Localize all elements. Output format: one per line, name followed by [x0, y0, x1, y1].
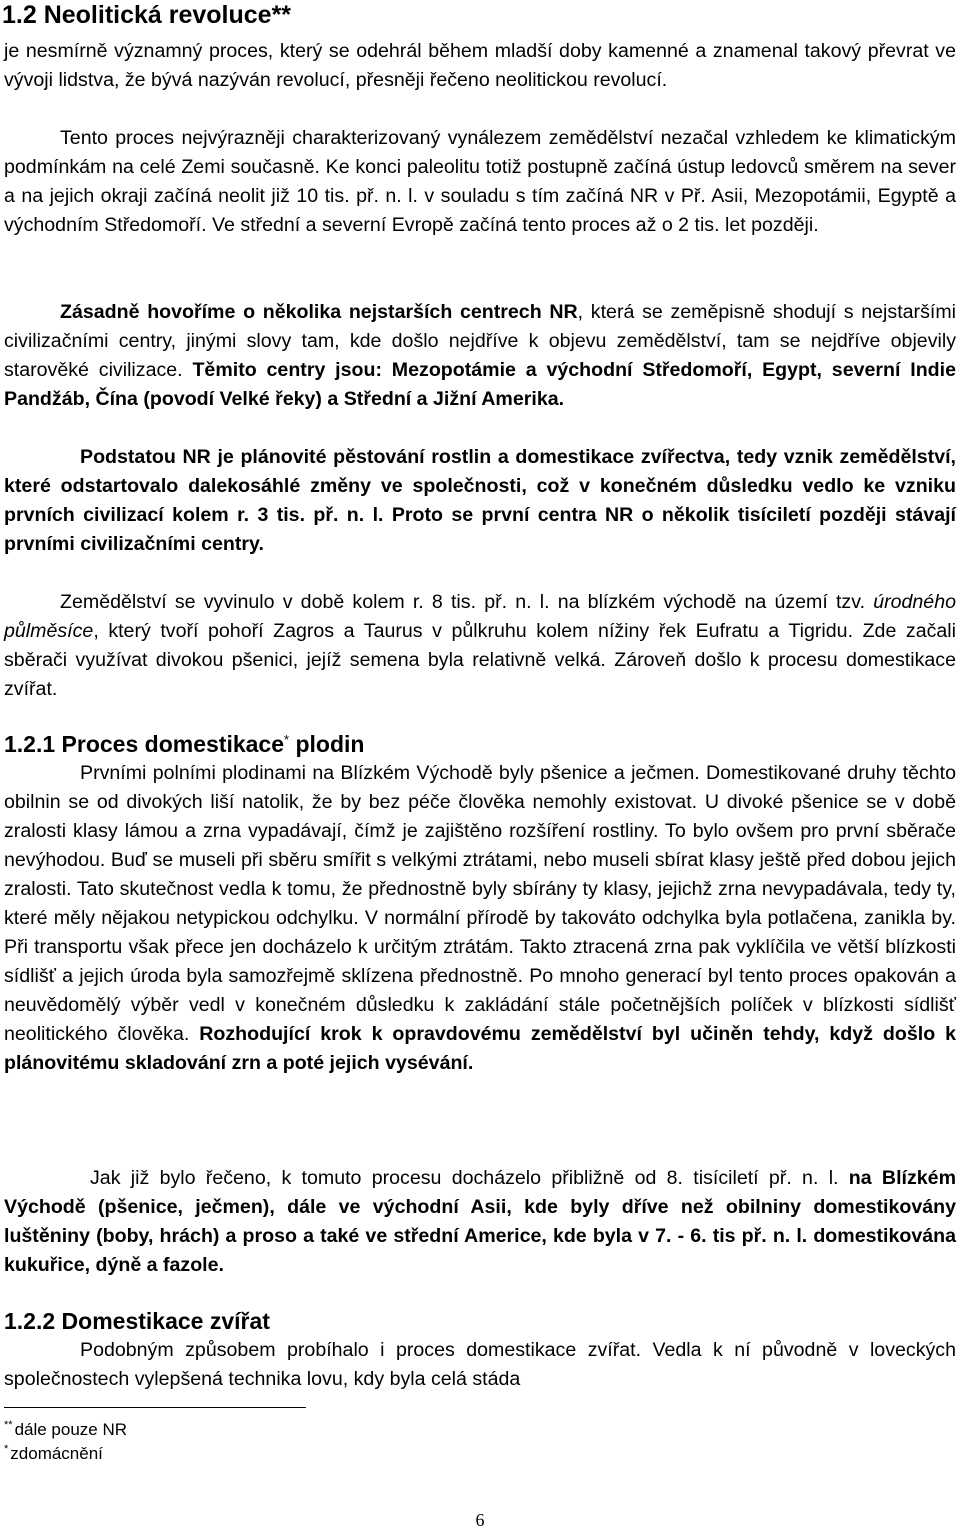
- centers-bold-list: Těmito centry jsou: Mezopotámie a východní Středomoří, Egypt, severní Indie Pandžáb, Čína (povodí Velké řeky) a Střední a Jižní Amerika.: [4, 359, 956, 410]
- footnote-1: [4, 1419, 127, 1441]
- footnote-ref-star: *: [284, 732, 290, 747]
- centers-text: , která se zeměpisně shodují s nejstaršími civilizačními centry, jinými slovy tam, kde došlo nejdříve k objevu zemědělství, tam se nejdříve objevily starověké civilizace.: [4, 301, 956, 381]
- paragraph-animals: [4, 1336, 956, 1394]
- paragraph-process-text: Tento proces nejvýrazněji charakterizovaný vynálezem zemědělství nezačal vzhledem ke klimatickým podmínkám na celé Zemi současně. Ke konci paleolitu totiž postupně začíná ústup ledovců směrem na sever a na jejich okraji začíná neolit již 10 tis. př. n. l. v souladu s tím začíná NR v Př. Asii, Mezopotámii, Egyptě a východním Středomoří. Ve střední a severní Evropě začíná tento proces až o 2 tis. let později.: [4, 127, 956, 236]
- footnote-2-text: zdomácnění: [10, 1444, 103, 1463]
- paragraph-intro-text: je nesmírně významný proces, který se odehrál během mladší doby kamenné a znamenal takový převrat ve vývoji lidstva, že bývá nazýván revolucí, přesněji řečeno neolitickou revolucí.: [4, 40, 956, 91]
- domestication-plants-text: Prvními polními plodinami na Blízkém Východě byly pšenice a ječmen. Domestikované druhy těchto obilnin se od divokých liší natolik, že by bez péče člověka nemohly existovat. U divoké pšenice se v době zralosti klasy lámou a zrna vypadávají, čímž je zajištěno rozšíření rostliny. To bylo ovšem pro první sběrače nevýhodou. Buď se museli při sběru smířit s velkými ztrátami, nebo museli sbírat klasy ještě před dobou jejich zralosti. Tato skutečnost vedla k tomu, že přednostně byly sbírány ty klasy, jejichž zrna nevypadávala, tedy ty, které měly nějakou netypickou odchylku. V normální přírodě by takováto odchylka byla potlačena, zanikla by. Při transportu však přece jen docházelo k určitým ztrátám. Takto ztracená zrna pak vyklíčila ve větší blízkosti sídlišť a jejich úroda byla samozřejmě sklízena přednostně. Po mnoho generací byl tento proces opakován a neuvědomělý výběr vedl v konečném důsledku k zakládání stále početnějších políček v blízkosti sídlišť neolitického člověka.: [4, 762, 956, 1045]
- section-heading-1-2-1: [4, 729, 364, 759]
- paragraph-process: [4, 124, 956, 240]
- centers-bold-lead: Zásadně hovoříme o několika nejstarších centrech NR: [60, 301, 578, 323]
- footnote-1-text: dále pouze NR: [14, 1420, 128, 1439]
- regions-text: Jak již bylo řečeno, k tomuto procesu docházelo přibližně od 8. tisíciletí př. n. l.: [90, 1167, 849, 1189]
- footnote-1-mark: **: [4, 1419, 13, 1431]
- footnote-2: [4, 1443, 103, 1465]
- animals-text: Podobným způsobem probíhalo i proces domestikace zvířat. Vedla k ní původně v loveckých společnostech vylepšená technika lovu, kdy byla celá stáda: [4, 1339, 956, 1390]
- paragraph-essence: [4, 443, 956, 559]
- section-heading-1-2-1-end: plodin: [289, 731, 365, 757]
- footnote-divider: [4, 1407, 306, 1408]
- domestication-plants-bold: Rozhodující krok k opravdovému zemědělství byl učiněn tehdy, když došlo k plánovitému skladování zrn a poté jejich vysévání.: [4, 1023, 956, 1074]
- paragraph-centers: [4, 298, 956, 414]
- regions-bold: na Blízkém Východě (pšenice, ječmen), dále ve východní Asii, kde byly dříve než obilniny domestikovány luštěniny (boby, hrách) a proso a také ve střední Americe, kde byla v 7. - 6. tis př. n. l. domestikována kukuřice, dýně a fazole.: [4, 1167, 956, 1276]
- page-number: 6: [475, 1510, 485, 1530]
- paragraph-regions: [4, 1164, 956, 1280]
- paragraph-domestication-plants: [4, 759, 956, 1078]
- essence-bold-text: Podstatou NR je plánovité pěstování rostlin a domestikace zvířectva, tedy vznik zemědělství, které odstartovalo dalekosáhlé změny ve společnosti, což v konečném důsledku vedlo ke vzniku prvních civilizací kolem r. 3 tis. př. n. l. Proto se první centra NR o několik tisíciletí později stávají prvními civilizačními centry.: [4, 446, 956, 555]
- paragraph-intro: [4, 37, 956, 95]
- section-heading-1-2-2: 1.2.2 Domestikace zvířat: [4, 1308, 270, 1334]
- fertile-crescent-term: úrodného půlměsíce: [4, 591, 956, 642]
- footnote-2-mark: *: [4, 1443, 9, 1455]
- agriculture-text-b: , který tvoří pohoří Zagros a Taurus v půlkruhu kolem nížiny řek Eufratu a Tigridu. Zde začali sběrači využívat divokou pšenici, jejíž semena byla relativně velká. Zároveň došlo k procesu domestikace zvířat.: [4, 620, 956, 700]
- section-heading-1-2-1-title: 1.2.1 Proces domestikace: [4, 731, 284, 757]
- chapter-heading: 1.2 Neolitická revoluce**: [2, 1, 292, 29]
- paragraph-agriculture: [4, 588, 956, 704]
- agriculture-text-a: Zemědělství se vyvinulo v době kolem r. 8 tis. př. n. l. na blízkém východě na území tzv.: [60, 591, 874, 613]
